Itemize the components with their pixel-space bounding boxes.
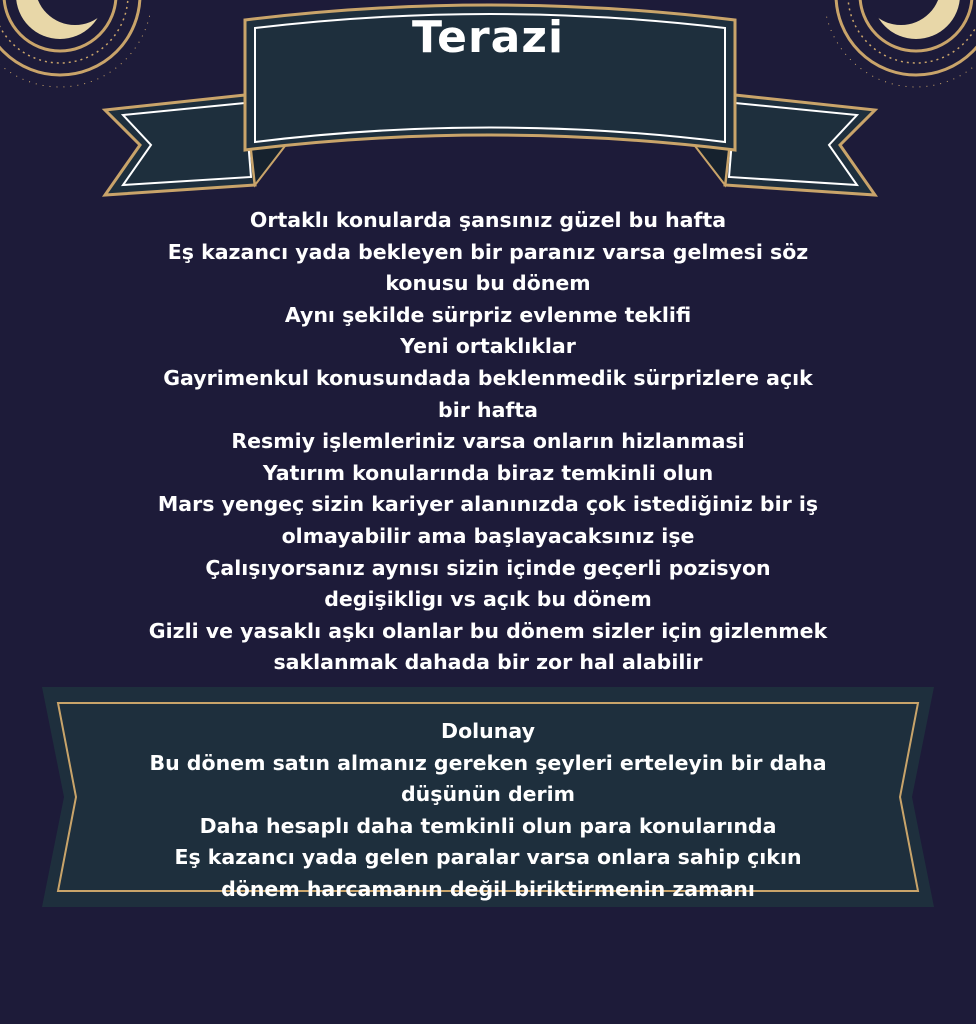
text-line: düşünün derim	[400, 782, 576, 807]
text-line: Aynı şekilde sürpriz evlenme teklifi	[284, 302, 692, 327]
horoscope-text	[20, 205, 956, 679]
text-line: konusu bu dönem	[385, 271, 591, 296]
text-line: Gayrimenkul konusundada beklenmedik sürprizlere açık	[163, 365, 813, 390]
text-line: Mars yengeç sizin kariyer alanınızda çok istediğiniz bir iş	[157, 492, 819, 517]
text-line: Yatırım konularında biraz temkinli olun	[262, 460, 714, 485]
text-line: Eş kazancı yada gelen paralar varsa onlara sahip çıkın	[174, 845, 802, 870]
text-line: Ortaklı konularda şansınız güzel bu hafta	[249, 208, 727, 232]
text-line: bir hafta	[438, 397, 538, 422]
text-line: Daha hesaplı daha temkinli olun para konularında	[199, 813, 777, 838]
text-line: saklanmak dahada bir zor hal alabilir	[273, 650, 703, 675]
text-line: degişikligı vs açık bu dönem	[324, 587, 652, 612]
text-line: olmayabilir ama başlayacaksınız işe	[281, 523, 695, 548]
dolunay-section	[20, 716, 956, 906]
text-line: Yeni ortaklıklar	[400, 334, 576, 359]
text-line: Çalışıyorsanız aynısı sizin içinde geçerli pozisyon	[205, 555, 771, 580]
text-line: Bu dönem satın almanız gereken şeyleri erteleyin bir daha	[149, 750, 827, 775]
text-line: Resmiy işlemleriniz varsa onların hizlanmasi	[231, 429, 745, 454]
page-title: Terazi	[411, 12, 565, 63]
text-line: Gizli ve yasaklı aşkı olanlar bu dönem sizler için gizlenmek	[148, 618, 828, 643]
section-heading: Dolunay	[441, 719, 535, 743]
text-line: dönem harcamanın değil biriktirmenin zamanı	[221, 876, 755, 901]
text-line: Eş kazancı yada bekleyen bir paranız varsa gelmesi söz	[167, 239, 809, 264]
